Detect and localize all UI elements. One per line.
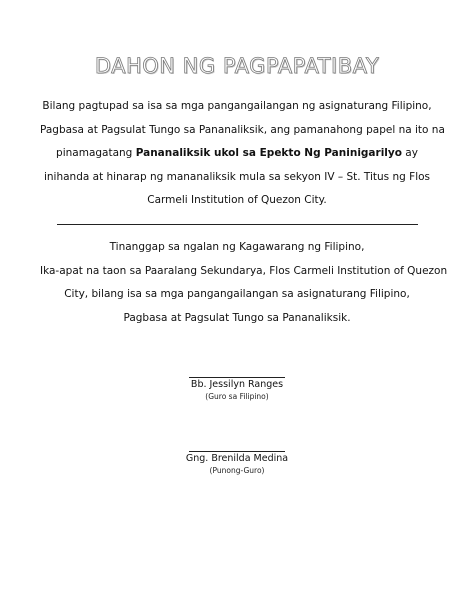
acceptance-line-1: Tinanggap sa ngalan ng Kagawarang ng Filipino,	[109, 241, 365, 253]
signature-line	[189, 451, 285, 452]
acceptance-line-3: City, bilang isa sa mga pangangailangan sa asignaturang Filipino,	[64, 288, 410, 300]
signatory-role: (Guro sa Filipino)	[205, 392, 269, 401]
signature-block-teacher	[137, 377, 337, 402]
signatory-role: (Punong-Guro)	[209, 466, 265, 475]
signature-block-principal	[137, 451, 337, 476]
signatory-name: Bb. Jessilyn Ranges	[190, 379, 284, 390]
approval-line-3	[40, 142, 434, 166]
signature-line	[189, 377, 285, 378]
research-title: Pananaliksik ukol sa Epekto Ng Paninigarilyo	[135, 147, 402, 159]
approval-line-5: Carmeli Institution of Quezon City.	[147, 194, 327, 206]
signatory-name: Gng. Brenilda Medina	[185, 453, 289, 464]
acceptance-paragraph	[40, 236, 448, 330]
approval-line-3-after: ay	[401, 147, 418, 159]
section-divider	[57, 224, 418, 225]
acceptance-line-2: Ika-apat na taon sa Paaralang Sekundarya, Flos Carmeli Institution of Quezon	[40, 264, 448, 277]
approval-line-1: Bilang pagtupad sa isa sa mga pangangailangan ng asignaturang Filipino,	[42, 100, 432, 112]
approval-line-3-before: pinamagatang	[56, 147, 136, 159]
acceptance-line-4: Pagbasa at Pagsulat Tungo sa Pananaliksik.	[123, 311, 351, 324]
approval-line-2: Pagbasa at Pagsulat Tungo sa Pananaliksik, ang pamanahong papel na ito na	[40, 123, 445, 136]
approval-line-4: inihanda at hinarap ng mananaliksik mula sa sekyon IV – St. Titus ng Flos	[43, 170, 431, 183]
approval-paragraph	[40, 95, 445, 213]
document-title: DAHON NG PAGPAPATIBAY	[94, 54, 380, 78]
